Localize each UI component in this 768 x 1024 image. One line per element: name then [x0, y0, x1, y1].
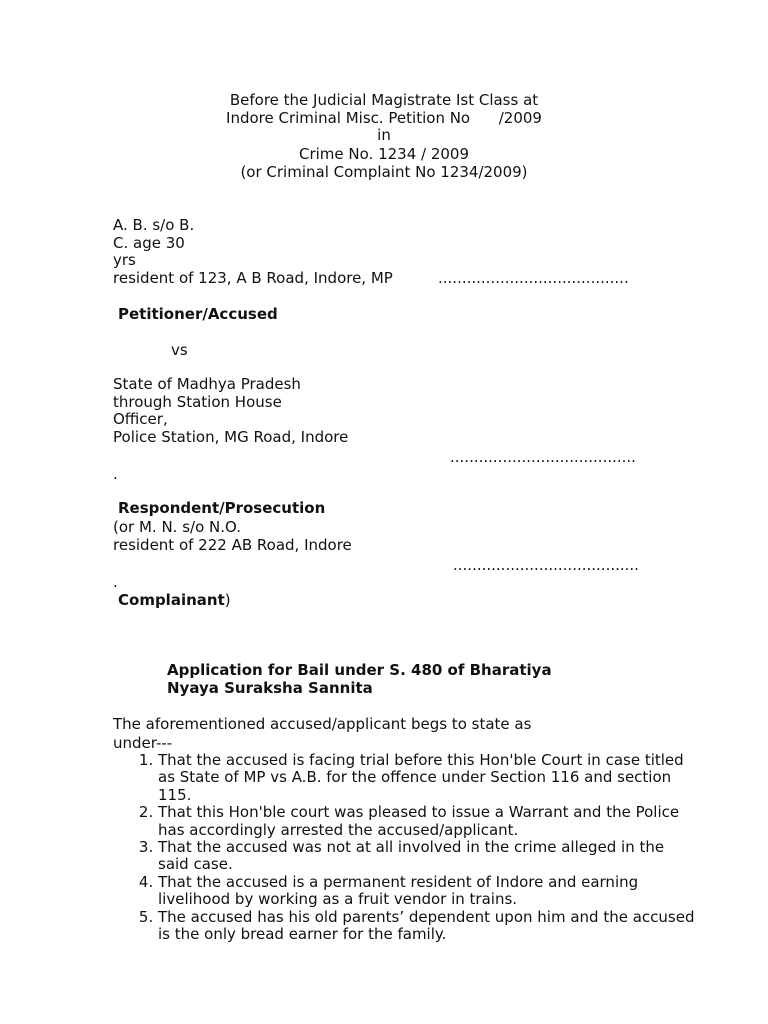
- petitioner-address: resident of 123, A B Road, Indore, MP: [113, 269, 393, 287]
- court-heading-line-2: Indore Criminal Misc. Petition No /2009: [226, 109, 542, 127]
- ground-item-2: 2. That this Hon'ble court was pleased to issue a Warrant and the Police has accordingly arrested the accused/applicant.: [158, 804, 698, 839]
- complainant-dot-end: .: [113, 573, 118, 591]
- court-heading-line-1: Before the Judicial Magistrate Ist Class at: [229, 91, 539, 109]
- respondent-line-3: Officer,: [113, 410, 168, 428]
- court-heading-line-3: in: [377, 126, 391, 144]
- intro-line-1: The aforementioned accused/applicant begs to state as: [113, 715, 532, 733]
- ground-item-4: 4. That the accused is a permanent resident of Indore and earning livelihood by working as a fruit vendor in trains.: [158, 874, 698, 909]
- ground-item-5: 5. The accused has his old parents’ dependent upon him and the accused is the only bread earner for the family.: [158, 909, 698, 944]
- complainant-line-2: resident of 222 AB Road, Indore: [113, 536, 352, 554]
- petitioner-line-2: C. age 30: [113, 234, 185, 252]
- intro-line-2: under---: [113, 734, 173, 752]
- complainant-dots: .......................................: [453, 556, 639, 574]
- respondent-line-1: State of Madhya Pradesh: [113, 375, 301, 393]
- application-title-line-2: Nyaya Suraksha Sannita: [167, 679, 373, 697]
- respondent-dot-end: .: [113, 465, 118, 483]
- court-heading-line-5: (or Criminal Complaint No 1234/2009): [240, 163, 528, 181]
- petitioner-label: Petitioner/Accused: [118, 305, 278, 323]
- complainant-line-1: (or M. N. s/o N.O.: [113, 518, 241, 536]
- respondent-line-2: through Station House: [113, 393, 282, 411]
- petitioner-line-3: yrs: [113, 251, 136, 269]
- complainant-label-line: [118, 592, 231, 610]
- respondent-label: Respondent/Prosecution: [118, 499, 326, 517]
- respondent-line-4: Police Station, MG Road, Indore: [113, 428, 349, 446]
- grounds-list: [113, 752, 698, 943]
- complainant-label-suffix: ): [224, 591, 231, 609]
- application-title-line-1: Application for Bail under S. 480 of Bharatiya: [167, 661, 552, 679]
- petitioner-line-1: A. B. s/o B.: [113, 216, 195, 234]
- petitioner-dots: ........................................: [438, 269, 629, 287]
- complainant-label: Complainant: [118, 591, 225, 609]
- versus-text: vs: [171, 341, 188, 359]
- court-heading-line-4: Crime No. 1234 / 2009: [298, 145, 470, 163]
- respondent-dots: .......................................: [450, 448, 636, 466]
- ground-item-1: 1. That the accused is facing trial before this Hon'ble Court in case titled as State of MP vs A.B. for the offence under Section 116 and section 115.: [158, 752, 698, 804]
- ground-item-3: 3. That the accused was not at all involved in the crime alleged in the said case.: [158, 839, 698, 874]
